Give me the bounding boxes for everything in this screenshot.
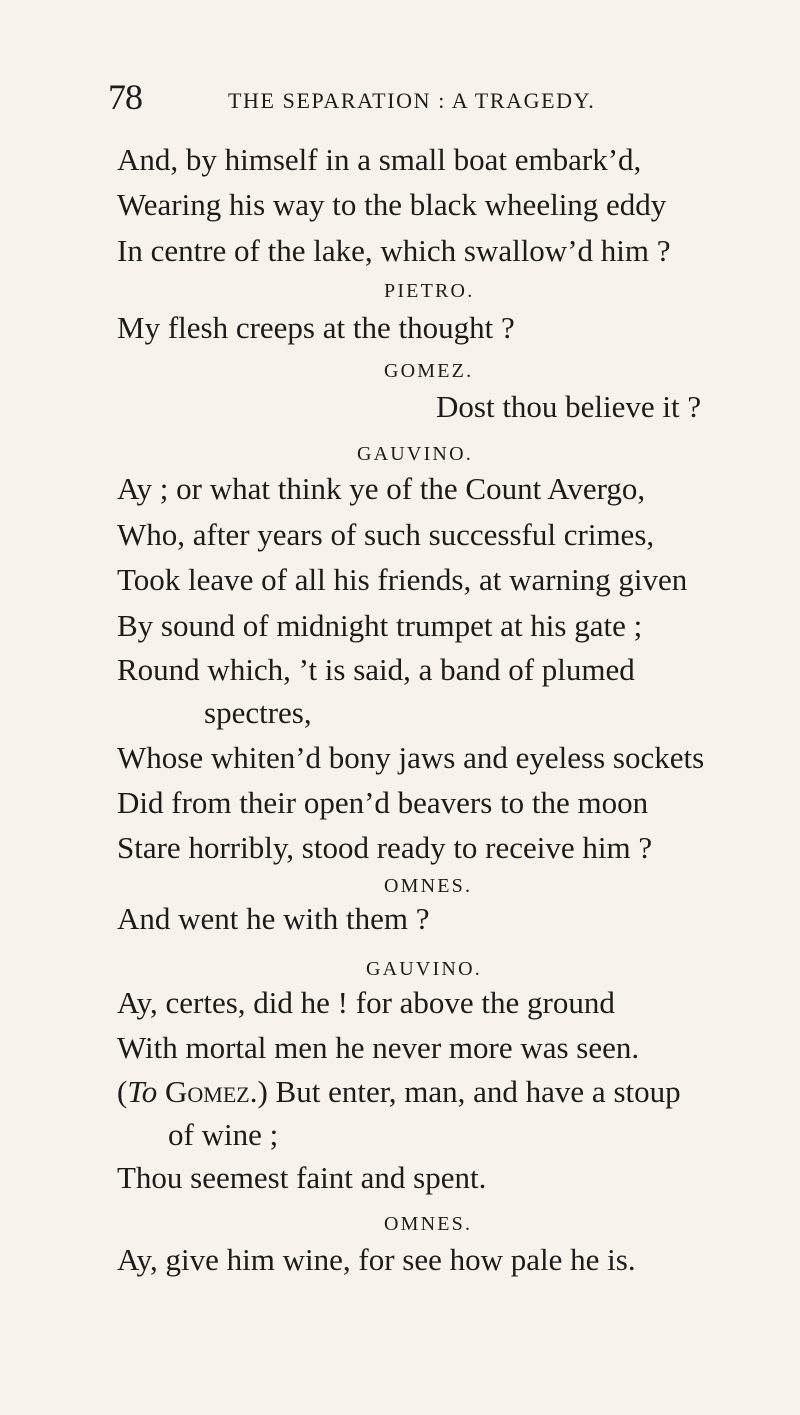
stage-direction-to: To — [127, 1074, 158, 1109]
verse-line: And, by himself in a small boat embark’d, — [117, 142, 642, 177]
verse-line: Thou seemest faint and spent. — [117, 1160, 487, 1195]
speaker-name: OMNES. — [384, 875, 473, 897]
verse-line: Ay ; or what think ye of the Count Avergo, — [117, 471, 646, 506]
verse-line: Did from their open’d beavers to the moon — [117, 785, 649, 820]
verse-line: Who, after years of such successful crimes, — [117, 517, 655, 552]
verse-line: Round which, ’t is said, a band of plumed — [117, 652, 635, 687]
verse-line: Ay, certes, did he ! for above the ground — [117, 985, 615, 1020]
speaker-name: PIETRO. — [384, 280, 475, 302]
stage-direction-line — [117, 1074, 681, 1110]
verse-line: With mortal men he never more was seen. — [117, 1030, 640, 1065]
verse-line: Took leave of all his friends, at warning given — [117, 562, 688, 597]
stage-direction-close: .) — [249, 1074, 268, 1109]
verse-line: Stare horribly, stood ready to receive him ? — [117, 830, 653, 865]
running-head: THE SEPARATION : A TRAGEDY. — [228, 88, 596, 113]
verse-line: By sound of midnight trumpet at his gate ; — [117, 608, 643, 643]
verse-line: Whose whiten’d bony jaws and eyeless sockets — [117, 740, 705, 775]
page-number: 78 — [108, 77, 142, 117]
verse-line: spectres, — [204, 695, 312, 730]
verse-line: of wine ; — [168, 1117, 279, 1152]
speaker-name: GAUVINO. — [366, 958, 482, 980]
verse-line: Wearing his way to the black wheeling eddy — [117, 187, 667, 222]
verse-line: My flesh creeps at the thought ? — [117, 310, 515, 345]
stage-direction-name: Gomez — [164, 1074, 250, 1109]
verse-line: Ay, give him wine, for see how pale he is. — [117, 1242, 636, 1277]
stage-direction-open: ( — [117, 1074, 128, 1109]
speaker-name: GOMEZ. — [384, 360, 474, 382]
verse-text: But enter, man, and have a stoup — [267, 1074, 681, 1109]
verse-line: And went he with them ? — [117, 901, 430, 936]
verse-line: Dost thou believe it ? — [436, 389, 702, 424]
speaker-name: GAUVINO. — [357, 443, 473, 465]
verse-line: In centre of the lake, which swallow’d him ? — [117, 233, 671, 268]
speaker-name: OMNES. — [384, 1213, 473, 1235]
